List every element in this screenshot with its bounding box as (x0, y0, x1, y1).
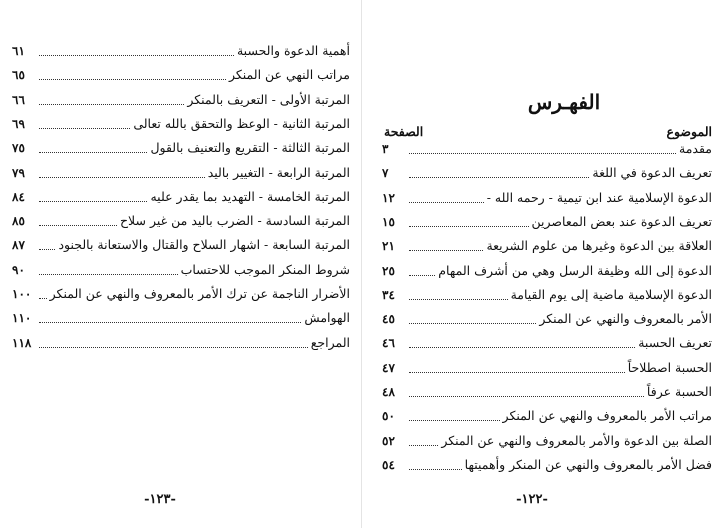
dot-leader (409, 177, 589, 178)
column-header-topic: الموضوع (666, 124, 712, 139)
toc-entry-title: مراتب النهي عن المنكر (228, 67, 350, 83)
toc-entry-page-number: ١٠٠ (12, 287, 32, 301)
index-heading: الفهـرس (527, 90, 601, 114)
toc-entry-page-number: ٥٢ (382, 433, 395, 448)
dot-leader (39, 322, 301, 323)
toc-entry-page-number: ٨٤ (12, 189, 25, 204)
toc-entry-title: تعريف الحسبة (638, 335, 712, 351)
dot-leader (409, 250, 483, 251)
dot-leader (39, 347, 308, 348)
toc-entry-page-number: ٤٨ (382, 385, 395, 399)
toc-entry-title: مقدمة (679, 141, 712, 156)
dot-leader (409, 275, 435, 276)
toc-entry-page-number: ١٢ (382, 190, 395, 205)
toc-entry-page-number: ١١٨ (12, 335, 32, 350)
toc-entry-title: تعريف الدعوة في اللغة (592, 165, 712, 181)
toc-entry (12, 114, 350, 134)
toc-entry-page-number: ٤٦ (382, 336, 395, 351)
toc-entry (12, 308, 350, 328)
toc-entry (382, 285, 712, 305)
right-page (362, 0, 724, 528)
toc-entry-page-number: ١١٠ (12, 311, 32, 326)
toc-entry-title: المرتبة الثالثة - التقريع والتعنيف بالقول (150, 140, 350, 156)
toc-entry-page-number: ٩٠ (12, 262, 25, 277)
toc-entry-page-number: ٨٧ (12, 238, 25, 253)
toc-entry-title: المرتبة الرابعة - التغيير باليد (207, 164, 350, 180)
toc-entry-page-number: ٤٥ (382, 312, 395, 327)
toc-entry (382, 358, 712, 378)
toc-entry (382, 139, 712, 159)
page-number-left: -١٢٣- (144, 492, 176, 507)
dot-leader (39, 104, 184, 105)
toc-entry-title: الهوامش (304, 310, 350, 326)
page-number-right: -١٢٢- (516, 492, 548, 507)
toc-entry-page-number: ٥٠ (382, 409, 395, 424)
toc-entry-title: الحسبة اصطلاحاً (627, 359, 712, 375)
dot-leader (409, 299, 508, 300)
dot-leader (39, 225, 117, 226)
toc-entry (12, 138, 350, 158)
toc-entry-page-number: ١٥ (382, 214, 395, 229)
toc-entry-title: المرتبة الثانية - الوعظ والتحقق بالله تعالى (133, 115, 350, 131)
dot-leader (39, 177, 205, 178)
toc-entry (12, 90, 350, 110)
dot-leader (39, 298, 47, 299)
toc-entry-page-number: ٤٧ (382, 360, 395, 375)
toc-entry-title: أهمية الدعوة والحسبة (236, 43, 350, 58)
toc-entry-page-number: ٣ (382, 142, 389, 156)
toc-entry (382, 382, 712, 402)
toc-entry-title: فضل الأمر بالمعروف والنهي عن المنكر وأهميتها (464, 456, 712, 472)
toc-entry-title: الدعوة الإسلامية عند ابن تيمية - رحمه الله - (486, 189, 712, 205)
dot-leader (39, 55, 234, 56)
toc-entry-title: الحسبة عرفاً (646, 384, 712, 399)
toc-entry-page-number: ٢٥ (382, 263, 395, 278)
toc-entry-title: المرتبة الخامسة - التهديد بما يقدر عليه (150, 188, 350, 204)
toc-entry-page-number: ٧٩ (12, 165, 25, 180)
dot-leader (409, 226, 529, 227)
dot-leader (39, 201, 147, 202)
toc-entry-title: الدعوة إلى الله وظيفة الرسل وهي من أشرف المهام (438, 262, 712, 278)
dot-leader (39, 79, 226, 80)
dot-leader (409, 153, 676, 154)
dot-leader (409, 420, 500, 421)
toc-entry (382, 431, 712, 451)
toc-entry-page-number: ٧ (382, 166, 389, 181)
toc-entry (12, 187, 350, 207)
column-header-page: الصفحة (384, 124, 424, 139)
toc-entry (382, 188, 712, 208)
toc-entry (382, 333, 712, 353)
toc-entry (12, 260, 350, 280)
dot-leader (39, 249, 55, 250)
toc-entry (382, 261, 712, 281)
toc-entry-page-number: ٥٤ (382, 457, 395, 472)
toc-entry-title: الدعوة الإسلامية ماضية إلى يوم القيامة (510, 286, 712, 302)
dot-leader (39, 128, 130, 129)
toc-entry (382, 163, 712, 183)
toc-entry-page-number: ٧٥ (12, 141, 25, 156)
toc-entry (12, 41, 350, 61)
toc-entry-title: مراتب الأمر بالمعروف والنهي عن المنكر (502, 408, 712, 424)
toc-entry-title: المرتبة السادسة - الضرب باليد من غير سلاح (119, 213, 350, 229)
toc-entry-page-number: ٣٤ (382, 287, 395, 302)
toc-entry-title: المراجع (310, 334, 350, 350)
toc-entry-title: الأمر بالمعروف والنهي عن المنكر (539, 311, 712, 327)
toc-entry-title: العلاقة بين الدعوة وغيرها من علوم الشريعة (486, 238, 712, 254)
toc-entry-page-number: ٨٥ (12, 214, 25, 229)
toc-entry (12, 211, 350, 231)
toc-entry-page-number: ٦١ (12, 44, 25, 58)
toc-entry (382, 406, 712, 426)
dot-leader (409, 347, 635, 348)
toc-entry-title: المرتبة الأولى - التعريف بالمنكر (187, 91, 350, 107)
toc-entry (12, 333, 350, 353)
dot-leader (409, 445, 438, 446)
dot-leader (409, 372, 625, 373)
toc-entry-title: تعريف الدعوة عند بعض المعاصرين (531, 213, 712, 229)
toc-entry (382, 236, 712, 256)
dot-leader (409, 396, 644, 397)
toc-entry-page-number: ٦٥ (12, 68, 25, 83)
toc-entry (12, 163, 350, 183)
toc-entry-title: شروط المنكر الموجب للاحتساب (180, 261, 350, 277)
dot-leader (409, 323, 536, 324)
toc-entry-title: الصلة بين الدعوة والأمر بالمعروف والنهي عن المنكر (441, 432, 712, 448)
toc-entry-page-number: ٢١ (382, 239, 395, 254)
toc-entry-page-number: ٦٦ (12, 92, 25, 107)
dot-leader (39, 274, 178, 275)
toc-entry (12, 284, 350, 304)
toc-entry (12, 65, 350, 85)
dot-leader (409, 469, 462, 470)
toc-entry-page-number: ٦٩ (12, 116, 25, 131)
toc-entry-title: المرتبة السابعة - اشهار السلاح والقتال والاستعانة بالجنود (58, 237, 350, 253)
dot-leader (409, 202, 484, 203)
toc-entry (382, 212, 712, 232)
toc-entry (382, 455, 712, 475)
toc-entry-title: الأضرار الناجمة عن ترك الأمر بالمعروف والنهي عن المنكر (49, 286, 350, 301)
toc-entry (382, 309, 712, 329)
dot-leader (39, 152, 147, 153)
toc-entry (12, 235, 350, 255)
